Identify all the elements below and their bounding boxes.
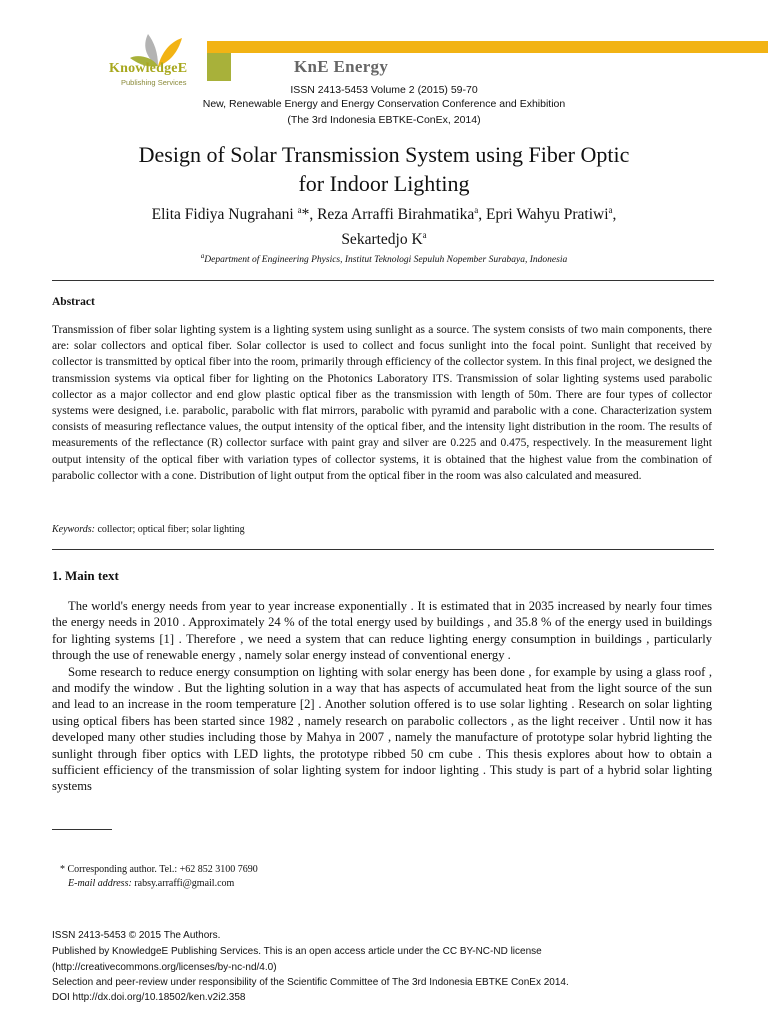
license-line: Published by KnowledgeE Publishing Services. This is an open access article under the CC BY-NC-ND license: [52, 946, 542, 957]
email-address: rabsy.arraffi@gmail.com: [131, 878, 235, 889]
author-affil-mark: a: [422, 230, 427, 241]
publisher-logo-subtitle: Publishing Services: [121, 78, 187, 87]
author-name: Elita Fidiya Nugrahani: [151, 206, 298, 224]
title-line-1: Design of Solar Transmission System using Fiber Optic: [138, 142, 630, 167]
divider-bottom: [52, 549, 714, 550]
paragraph: The world's energy needs from year to year increase exponentially . It is estimated that in 2035 increased by nearly four times the energy needs in 2010 . Approximately 24 % of the total energy used by buildings , and 35.8 % of the energy used in buildings for lighting systems [1] . Therefore , we need a system that can reduce lighting energy consumption in buildings , particularly through the use of renewable energy , namely solar energy instead of conventional energy .: [52, 599, 712, 663]
author-name: Sekartedjo K: [341, 231, 423, 249]
divider-top: [52, 280, 714, 281]
conference-line: New, Renewable Energy and Energy Conservation Conference and Exhibition: [202, 98, 566, 110]
author-affil-mark: a: [474, 205, 479, 215]
affiliation: [60, 252, 708, 265]
author-affil-mark: a: [608, 205, 613, 215]
keywords-list: collector; optical fiber; solar lighting: [94, 524, 245, 535]
doi-link[interactable]: DOI http://dx.doi.org/10.18502/ken.v2i2.358: [52, 992, 246, 1003]
author-list: [60, 200, 708, 250]
author-separator: ,: [478, 206, 487, 224]
title-line-2: for Indoor Lighting: [298, 171, 470, 196]
journal-name: KnE Energy: [294, 57, 389, 76]
author-separator: ,: [612, 206, 617, 224]
section-body: [52, 598, 712, 795]
peer-review-line: Selection and peer-review under responsibility of the Scientific Committee of The 3rd Indonesia EBTKE ConEx 2014.: [52, 977, 569, 988]
email-label: E-mail address:: [68, 878, 132, 889]
author-separator: *,: [301, 206, 318, 224]
copyright-line: ISSN 2413-5453 © 2015 The Authors.: [52, 930, 221, 941]
paragraph: Some research to reduce energy consumption on lighting with solar energy has been done , for example by using a glass roof , and modify the window . But the lighting solution in a way that has aspects of accumulated heat from the light source of the sun and lead to an increase in the room temperature [2] . Another solution offered is to use solar lighting . Research on solar lighting using optical fibers has been started since 1982 , namely research on parabolic collectors , as the light receiver . Until now it has developed many other studies including those by Mahya in 2007 , namely the manufacture of prototype solar hybrid lighting the sunlight through fiber optics with LED lights, the prototype ribbed 50 cm cube . This thesis explores about how to obtain a sufficient efficiency of the transmission of solar lighting system for indoor lighting . This study is part of a hybrid solar lighting systems: [52, 664, 712, 794]
header-band-accent: [207, 41, 768, 53]
section-heading: 1. Main text: [52, 568, 119, 583]
affiliation-text: Department of Engineering Physics, Institut Teknologi Sepuluh Nopember Surabaya, Indonesia: [204, 255, 568, 266]
affiliation-mark: a: [200, 252, 205, 260]
keywords-label: Keywords:: [52, 524, 95, 535]
license-url[interactable]: (http://creativecommons.org/licenses/by-nc-nd/4.0): [52, 962, 277, 973]
author-name: Reza Arraffi Birahmatika: [317, 206, 475, 224]
footnote-divider: [52, 829, 112, 830]
author-name: Epri Wahyu Pratiwi: [486, 206, 609, 224]
keywords: [52, 524, 245, 535]
publisher-logo-name: KnowledgeE: [109, 61, 188, 76]
author-affil-mark: a: [297, 205, 302, 215]
abstract-heading: Abstract: [52, 296, 95, 308]
issn-volume-line: ISSN 2413-5453 Volume 2 (2015) 59-70: [290, 84, 478, 96]
corresponding-author-note: * Corresponding author. Tel.: +62 852 3100 7690: [60, 864, 258, 875]
paper-title: [60, 140, 708, 198]
email-note: [68, 878, 234, 889]
abstract-text: Transmission of fiber solar lighting system is a lighting system using sunlight as a source. The system consists of two main components, there are: solar collectors and optical fiber. Solar collector is used to collect and focus sunlight into the focal point. Sunlight that received by collector is transmitted by optical fiber into the room, primarily through efficiency of the collector system. In this final project, we designed the transmission systems via optical fiber for lighting on the Photonics Laboratory ITS. Transmission of solar lighting systems used parabolic collector as a major collector and end glow plastic optical fiber as the transmission with length of 50m. There are four types of collector systems were designed, i.e. parabolic, parabolic with flat mirrors, parabolic with pyramid and parabolic with a cone. Characterization system consists of measuring reflectance values, the output intensity of the optical fiber, and the intensity light distribution in the room. The results of measurements of the reflectance (R) collector surface with paint gray and silver are 0.225 and 0.475, respectively. In the measurement light output intensity of the optical fiber with variation types of collector systems, it is obtained that the highest value from the combination of parabolic collector with a cone. Distribution of light output from the optical fiber in the room was also calculated and measured.: [52, 324, 712, 482]
conference-subline: (The 3rd Indonesia EBTKE-ConEx, 2014): [287, 114, 481, 126]
